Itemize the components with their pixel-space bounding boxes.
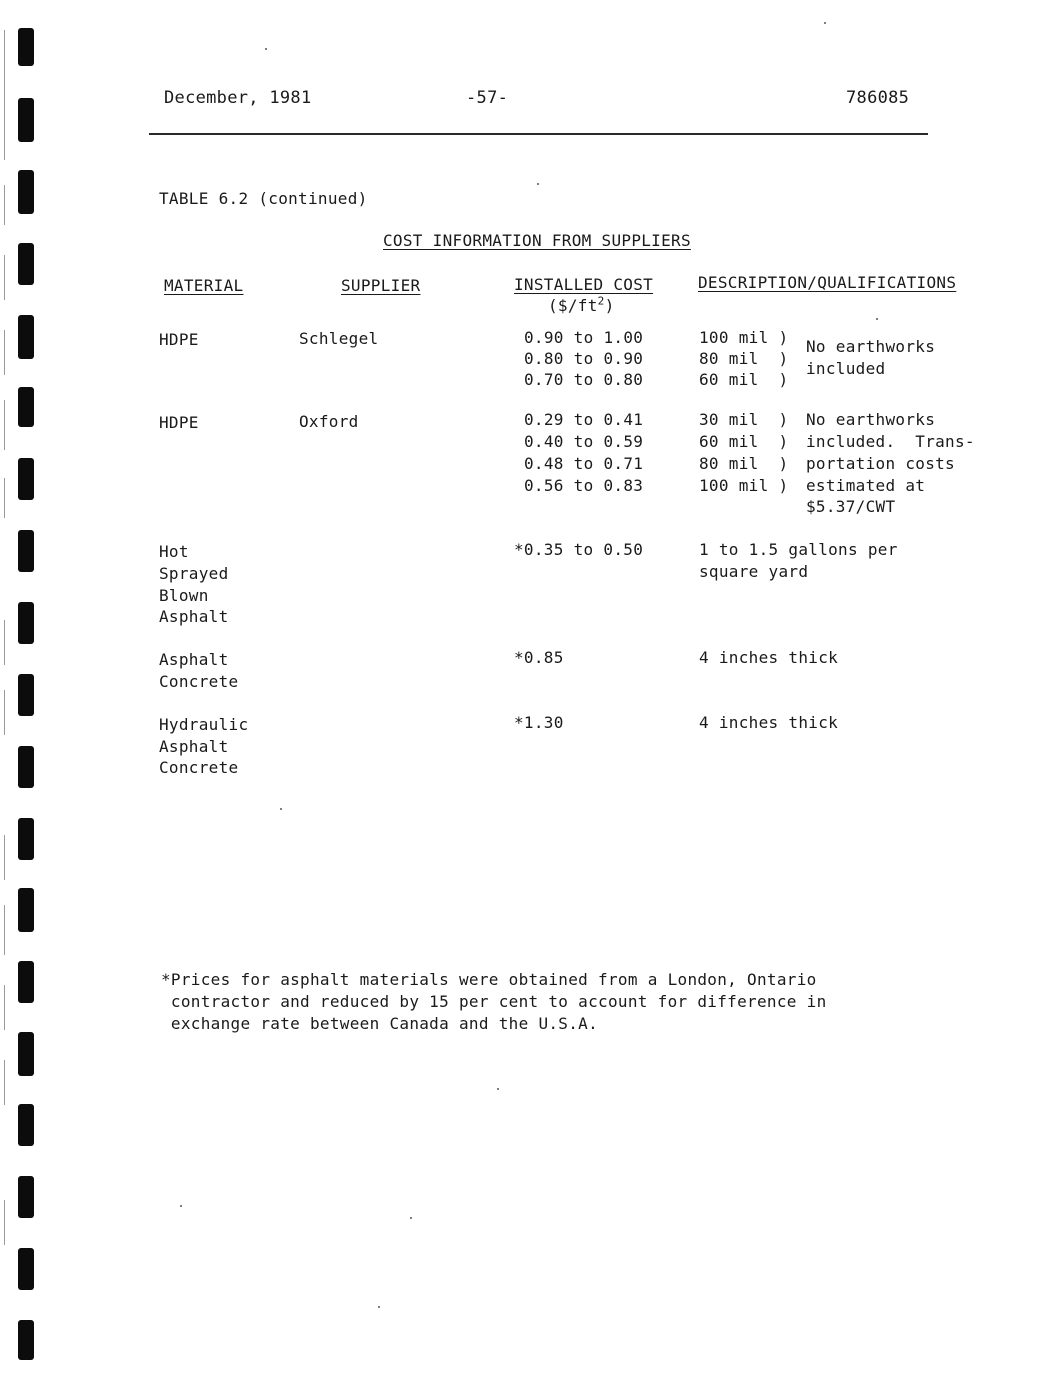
cost-value: 0.56 to 0.83 bbox=[524, 476, 644, 495]
row-material: HDPE bbox=[159, 413, 199, 432]
speck bbox=[180, 1205, 182, 1207]
speck bbox=[876, 318, 878, 320]
column-header-material: MATERIAL bbox=[164, 276, 244, 295]
speck bbox=[410, 1217, 412, 1219]
row-supplier: Oxford bbox=[299, 412, 359, 431]
cost-value: *0.85 bbox=[514, 648, 564, 667]
document-number: 786085 bbox=[846, 88, 910, 108]
row-material: HDPE bbox=[159, 330, 199, 349]
table-caption: TABLE 6.2 (continued) bbox=[159, 189, 368, 208]
speck bbox=[280, 808, 282, 810]
description-line: included bbox=[806, 359, 886, 378]
row-material-line: Concrete bbox=[159, 758, 239, 777]
speck bbox=[497, 1088, 499, 1090]
cost-value: 0.29 to 0.41 bbox=[524, 410, 644, 429]
description-line: 4 inches thick bbox=[699, 713, 839, 732]
row-material-line: Blown bbox=[159, 586, 209, 605]
column-header-supplier: SUPPLIER bbox=[341, 276, 421, 295]
thickness-value: 80 mil ) bbox=[699, 349, 789, 368]
description-line: No earthworks bbox=[806, 410, 936, 429]
row-material-line: Sprayed bbox=[159, 564, 229, 583]
column-header-cost-unit: $(\$/ft^2)$ bbox=[548, 294, 615, 315]
row-material-line: Asphalt bbox=[159, 650, 229, 669]
row-supplier: Schlegel bbox=[299, 329, 379, 348]
page-number: -57- bbox=[466, 88, 509, 108]
table-title: COST INFORMATION FROM SUPPLIERS bbox=[383, 231, 691, 250]
thickness-value: 30 mil ) bbox=[699, 410, 789, 429]
cost-value: *1.30 bbox=[514, 713, 564, 732]
thickness-value: 100 mil ) bbox=[699, 328, 789, 347]
row-material-line: Asphalt bbox=[159, 737, 229, 756]
header-rule bbox=[149, 133, 928, 135]
speck bbox=[824, 22, 826, 24]
row-material-line: Hydraulic bbox=[159, 715, 249, 734]
description-line: 4 inches thick bbox=[699, 648, 839, 667]
description-line: included. Trans- bbox=[806, 432, 975, 451]
speck bbox=[537, 183, 539, 185]
cost-value: 0.48 to 0.71 bbox=[524, 454, 644, 473]
cost-value: 0.80 to 0.90 bbox=[524, 349, 644, 368]
row-material-line: Concrete bbox=[159, 672, 239, 691]
description-line: estimated at bbox=[806, 476, 926, 495]
thickness-value: 80 mil ) bbox=[699, 454, 789, 473]
cost-value: 0.90 to 1.00 bbox=[524, 328, 644, 347]
speck bbox=[265, 48, 267, 50]
thickness-value: 60 mil ) bbox=[699, 432, 789, 451]
thickness-value: 100 mil ) bbox=[699, 476, 789, 495]
speck bbox=[378, 1306, 380, 1308]
footnote-line: exchange rate between Canada and the U.S.A. bbox=[161, 1014, 599, 1033]
row-material-line: Hot bbox=[159, 542, 189, 561]
thickness-value: 60 mil ) bbox=[699, 370, 789, 389]
column-header-description: DESCRIPTION/QUALIFICATIONS bbox=[698, 273, 957, 292]
column-header-installed-cost: INSTALLED COST bbox=[514, 275, 654, 294]
row-material-line: Asphalt bbox=[159, 607, 229, 626]
footnote-line: contractor and reduced by 15 per cent to account for difference in bbox=[161, 992, 827, 1011]
cost-value: 0.40 to 0.59 bbox=[524, 432, 644, 451]
description-line: 1 to 1.5 gallons per bbox=[699, 540, 898, 559]
footnote-line: *Prices for asphalt materials were obtained from a London, Ontario bbox=[161, 970, 817, 989]
cost-value: *0.35 to 0.50 bbox=[514, 540, 644, 559]
description-line: portation costs bbox=[806, 454, 955, 473]
header-date: December, 1981 bbox=[164, 88, 312, 108]
description-line: $5.37/CWT bbox=[806, 497, 896, 516]
description-line: No earthworks bbox=[806, 337, 936, 356]
cost-value: 0.70 to 0.80 bbox=[524, 370, 644, 389]
description-line: square yard bbox=[699, 562, 809, 581]
